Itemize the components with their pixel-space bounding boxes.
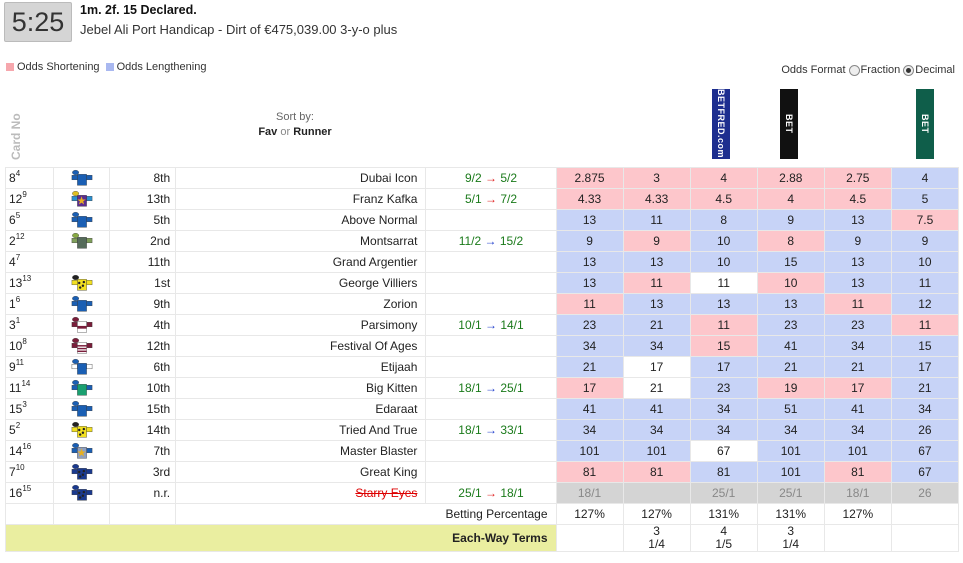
odds-from: 9/2 [464, 171, 482, 185]
jockey-silk-icon [71, 463, 93, 481]
odds-movement [426, 252, 556, 273]
jockey-silk-icon [71, 190, 93, 208]
betting-percentage-row [6, 504, 959, 525]
odds-movement [426, 441, 556, 462]
betting-percentage-value: 127% [824, 504, 891, 525]
odds-cell[interactable]: 23 [757, 315, 824, 336]
card-number: $1^6$ [6, 294, 54, 315]
odds-cell[interactable]: 4.33 [556, 189, 623, 210]
legend-shortening [6, 61, 100, 73]
runner-row[interactable] [6, 315, 959, 336]
odds-cell[interactable]: 2.88 [757, 168, 824, 189]
odds-cell[interactable]: 101 [623, 441, 690, 462]
betmgm-logo-text: BET [784, 114, 794, 134]
odds-cell[interactable]: 4.5 [690, 189, 757, 210]
odds-cell[interactable]: 21 [556, 357, 623, 378]
odds-cell[interactable]: 4.33 [623, 189, 690, 210]
odds-cell[interactable]: 10 [690, 231, 757, 252]
card-number: $9^{11}$ [6, 357, 54, 378]
jockey-silk-icon [71, 295, 93, 313]
odds-cell[interactable]: 81 [623, 462, 690, 483]
odds-cell[interactable]: 13 [623, 294, 690, 315]
card-number: $2^{12}$ [6, 231, 54, 252]
card-number: $11^{14}$ [6, 378, 54, 399]
finish-position: 7th [110, 441, 176, 462]
runner-name[interactable]: Master Blaster [176, 441, 426, 462]
odds-cell[interactable]: 10 [891, 252, 958, 273]
odds-cell[interactable]: 81 [690, 462, 757, 483]
card-number: $16^{15}$ [6, 483, 54, 504]
silk-cell [54, 294, 110, 315]
odds-cell[interactable]: 2.875 [556, 168, 623, 189]
betting-percentage-value [891, 504, 958, 525]
fraction-radio[interactable] [849, 65, 860, 76]
card-no-header: Card No [9, 113, 23, 161]
arrow-right-icon: → [484, 318, 497, 332]
odds-cell[interactable]: 13 [690, 294, 757, 315]
odds-cell[interactable]: 11 [891, 273, 958, 294]
runner-name[interactable]: George Villiers [176, 273, 426, 294]
betting-percentage-value: 127% [623, 504, 690, 525]
runner-row[interactable] [6, 273, 959, 294]
odds-cell[interactable]: 13 [824, 252, 891, 273]
finish-position: 14th [110, 420, 176, 441]
odds-cell[interactable]: 67 [690, 441, 757, 462]
odds-cell[interactable]: 34 [623, 420, 690, 441]
odds-to: 5/2 [500, 171, 517, 185]
silk-cell [54, 378, 110, 399]
silk-cell [54, 252, 110, 273]
silk-cell [54, 336, 110, 357]
card-number: $4^7$ [6, 252, 54, 273]
runner-row[interactable] [6, 168, 959, 189]
odds-format-selector [781, 64, 955, 76]
odds-to: 25/1 [500, 381, 524, 395]
odds-cell[interactable]: 101 [757, 441, 824, 462]
odds-cell[interactable]: 13 [824, 210, 891, 231]
odds-cell[interactable]: 34 [824, 420, 891, 441]
silk-cell [54, 189, 110, 210]
runner-row[interactable] [6, 378, 959, 399]
odds-cell[interactable]: 21 [891, 378, 958, 399]
runner-name[interactable]: Franz Kafka [176, 189, 426, 210]
odds-movement [426, 168, 556, 189]
finish-position: 2nd [110, 231, 176, 252]
silk-cell [54, 441, 110, 462]
10bet-logo-text: BET [920, 114, 930, 134]
odds-cell[interactable]: 18/1 [824, 483, 891, 504]
runner-row[interactable] [6, 441, 959, 462]
decimal-label[interactable]: Decimal [915, 64, 955, 76]
silk-cell [54, 483, 110, 504]
finish-position: 4th [110, 315, 176, 336]
odds-cell[interactable]: 21 [824, 357, 891, 378]
odds-from: 25/1 [458, 486, 482, 500]
odds-from: 18/1 [458, 423, 482, 437]
odds-to: 33/1 [500, 423, 524, 437]
runner-row[interactable] [6, 399, 959, 420]
odds-cell[interactable]: 11 [556, 294, 623, 315]
odds-cell[interactable]: 101 [556, 441, 623, 462]
jockey-silk-icon [71, 316, 93, 334]
odds-cell[interactable]: 13 [623, 252, 690, 273]
fraction-label[interactable]: Fraction [860, 64, 901, 76]
race-title: 1m. 2f. 15 Declared. [80, 3, 197, 17]
each-way-label: Each-Way Terms [6, 525, 557, 552]
betmgm-logo[interactable] [780, 89, 798, 159]
runner-name[interactable]: Dubai Icon [176, 168, 426, 189]
silk-cell [54, 399, 110, 420]
odds-cell[interactable]: 17 [891, 357, 958, 378]
shortening-swatch [6, 63, 14, 71]
odds-cell[interactable]: 41 [623, 399, 690, 420]
betfred-logo[interactable] [712, 89, 730, 159]
runner-name[interactable]: Montsarrat [176, 231, 426, 252]
odds-cell[interactable]: 11 [623, 210, 690, 231]
odds-cell[interactable]: 101 [757, 462, 824, 483]
odds-cell[interactable]: 3 [623, 168, 690, 189]
odds-cell[interactable]: 101 [824, 441, 891, 462]
odds-movement [426, 210, 556, 231]
jockey-silk-icon [71, 484, 93, 502]
odds-movement [426, 462, 556, 483]
odds-cell[interactable]: 21 [757, 357, 824, 378]
card-number: $8^4$ [6, 168, 54, 189]
odds-cell[interactable]: 23 [824, 315, 891, 336]
finish-position: 1st [110, 273, 176, 294]
finish-position: 9th [110, 294, 176, 315]
card-number: $15^3$ [6, 399, 54, 420]
odds-cell[interactable]: 41 [824, 399, 891, 420]
race-header [4, 2, 959, 44]
odds-cell[interactable]: 13 [556, 273, 623, 294]
odds-movement [426, 273, 556, 294]
odds-cell[interactable]: 34 [690, 420, 757, 441]
jockey-silk-icon [71, 337, 93, 355]
arrow-right-icon: → [484, 192, 497, 206]
odds-cell[interactable]: 8 [757, 231, 824, 252]
sort-or: or [280, 126, 291, 138]
odds-cell[interactable]: 21 [623, 315, 690, 336]
silk-cell [54, 357, 110, 378]
odds-cell[interactable]: 2.75 [824, 168, 891, 189]
each-way-terms: 3 1/4 [757, 525, 824, 552]
runner-name[interactable]: Tried And True [176, 420, 426, 441]
odds-cell[interactable]: 23 [690, 378, 757, 399]
odds-cell[interactable]: 81 [824, 462, 891, 483]
odds-movement [426, 231, 556, 252]
odds-from: 5/1 [464, 192, 482, 206]
odds-cell[interactable]: 7.5 [891, 210, 958, 231]
decimal-radio[interactable] [903, 65, 914, 76]
race-time: 5:25 [4, 2, 72, 42]
card-number: $14^{16}$ [6, 441, 54, 462]
odds-cell[interactable]: 11 [824, 294, 891, 315]
card-number: $6^5$ [6, 210, 54, 231]
odds-table-body [6, 168, 959, 552]
finish-position: n.r. [110, 483, 176, 504]
runner-name[interactable]: Etijaah [176, 357, 426, 378]
odds-format-label: Odds Format [781, 64, 846, 76]
odds-cell[interactable]: 10 [757, 273, 824, 294]
odds-cell[interactable]: 34 [690, 399, 757, 420]
odds-cell[interactable]: 13 [556, 210, 623, 231]
sort-runner-link[interactable]: Runner [293, 126, 332, 138]
each-way-terms: 4 1/5 [690, 525, 757, 552]
silk-cell [54, 462, 110, 483]
betting-percentage-value: 131% [757, 504, 824, 525]
odds-cell[interactable]: 4 [690, 168, 757, 189]
runner-name[interactable]: Big Kitten [176, 378, 426, 399]
legend-shortening-label: Odds Shortening [17, 61, 100, 73]
odds-cell[interactable]: 13 [556, 252, 623, 273]
odds-cell[interactable]: 26 [891, 420, 958, 441]
silk-cell [54, 273, 110, 294]
finish-position: 11th [110, 252, 176, 273]
finish-position: 10th [110, 378, 176, 399]
runner-row[interactable] [6, 210, 959, 231]
card-number: $3^1$ [6, 315, 54, 336]
runner-row[interactable] [6, 357, 959, 378]
jockey-silk-icon [71, 379, 93, 397]
runner-name[interactable]: Great King [176, 462, 426, 483]
odds-to: 18/1 [500, 486, 524, 500]
runner-row[interactable] [6, 420, 959, 441]
sort-fav-link[interactable]: Fav [258, 126, 278, 138]
odds-cell[interactable]: 34 [556, 336, 623, 357]
odds-cell[interactable]: 13 [824, 273, 891, 294]
odds-cell[interactable]: 18/1 [556, 483, 623, 504]
silk-cell [54, 231, 110, 252]
finish-position: 6th [110, 357, 176, 378]
odds-cell[interactable]: 51 [757, 399, 824, 420]
odds-cell[interactable]: 19 [757, 378, 824, 399]
runner-name[interactable]: Starry Eyes [176, 483, 426, 504]
arrow-right-icon: → [484, 486, 497, 500]
odds-movement [426, 483, 556, 504]
runner-row[interactable] [6, 231, 959, 252]
finish-position: 5th [110, 210, 176, 231]
10bet-logo[interactable] [916, 89, 934, 159]
odds-cell[interactable]: 17 [824, 378, 891, 399]
odds-cell[interactable]: 17 [690, 357, 757, 378]
odds-cell[interactable]: 81 [556, 462, 623, 483]
jockey-silk-icon [71, 232, 93, 250]
odds-cell[interactable]: 15 [891, 336, 958, 357]
runner-row[interactable] [6, 483, 959, 504]
finish-position: 12th [110, 336, 176, 357]
each-way-terms: 3 1/4 [623, 525, 690, 552]
finish-position: 8th [110, 168, 176, 189]
odds-cell[interactable]: 25/1 [690, 483, 757, 504]
odds-cell[interactable]: 23 [556, 315, 623, 336]
jockey-silk-icon [71, 169, 93, 187]
betting-percentage-value: 131% [690, 504, 757, 525]
odds-cell[interactable]: 12 [891, 294, 958, 315]
odds-cell[interactable]: 34 [623, 336, 690, 357]
odds-cell[interactable]: 15 [690, 336, 757, 357]
odds-cell[interactable]: 67 [891, 441, 958, 462]
race-subtitle: Jebel Ali Port Handicap - Dirt of €475,039.00 3-y-o plus [80, 22, 398, 37]
odds-movement [426, 294, 556, 315]
runner-row[interactable] [6, 189, 959, 210]
odds-movement [426, 189, 556, 210]
legend-lengthening [106, 61, 207, 73]
each-way-row [6, 525, 959, 552]
sort-by-label: Sort by: [276, 111, 314, 123]
odds-cell[interactable]: 9 [757, 210, 824, 231]
odds-movement [426, 336, 556, 357]
odds-movement [426, 420, 556, 441]
card-number: $7^{10}$ [6, 462, 54, 483]
odds-cell[interactable]: 8 [690, 210, 757, 231]
odds-cell[interactable]: 4 [757, 189, 824, 210]
runner-name[interactable]: Grand Argentier [176, 252, 426, 273]
finish-position: 15th [110, 399, 176, 420]
odds-from: 18/1 [458, 381, 482, 395]
runner-row[interactable] [6, 462, 959, 483]
odds-from: 10/1 [458, 318, 482, 332]
arrow-right-icon: → [484, 381, 497, 395]
jockey-silk-icon [71, 442, 93, 460]
odds-cell[interactable] [623, 483, 690, 504]
odds-to: 7/2 [500, 192, 517, 206]
odds-movement [426, 378, 556, 399]
odds-cell[interactable]: 11 [623, 273, 690, 294]
odds-cell[interactable]: 34 [891, 399, 958, 420]
runner-name[interactable]: Edaraat [176, 399, 426, 420]
odds-cell[interactable]: 67 [891, 462, 958, 483]
odds-cell[interactable]: 25/1 [757, 483, 824, 504]
odds-to: 15/2 [499, 234, 524, 248]
odds-cell[interactable]: 34 [757, 420, 824, 441]
odds-cell[interactable]: 5 [891, 189, 958, 210]
card-number: $13^{13}$ [6, 273, 54, 294]
odds-cell[interactable]: 17 [623, 357, 690, 378]
odds-cell[interactable]: 9 [891, 231, 958, 252]
odds-cell[interactable]: 11 [891, 315, 958, 336]
runner-name[interactable]: Parsimony [176, 315, 426, 336]
each-way-terms [824, 525, 891, 552]
silk-cell [54, 420, 110, 441]
odds-cell[interactable]: 21 [623, 378, 690, 399]
odds-cell[interactable]: 11 [690, 315, 757, 336]
odds-cell[interactable]: 41 [556, 399, 623, 420]
runner-name[interactable]: Above Normal [176, 210, 426, 231]
finish-position: 3rd [110, 462, 176, 483]
odds-movement [426, 357, 556, 378]
odds-cell[interactable]: 9 [556, 231, 623, 252]
silk-cell [54, 168, 110, 189]
odds-cell[interactable]: 9 [623, 231, 690, 252]
odds-movement [426, 315, 556, 336]
odds-cell[interactable]: 4.5 [824, 189, 891, 210]
betting-percentage-value: 127% [556, 504, 623, 525]
each-way-terms [891, 525, 958, 552]
odds-cell[interactable]: 15 [757, 252, 824, 273]
card-number: $5^2$ [6, 420, 54, 441]
betfred-logo-text: BETFRED.com [716, 89, 726, 159]
odds-to: 14/1 [500, 318, 524, 332]
arrow-right-icon: → [484, 423, 497, 437]
runner-row[interactable] [6, 294, 959, 315]
jockey-silk-icon [71, 274, 93, 292]
silk-cell [54, 210, 110, 231]
jockey-silk-icon [71, 421, 93, 439]
odds-cell[interactable]: 9 [824, 231, 891, 252]
runner-row[interactable] [6, 252, 959, 273]
runner-name[interactable]: Zorion [176, 294, 426, 315]
each-way-terms [556, 525, 623, 552]
sort-by [200, 110, 390, 140]
legend-lengthening-label: Odds Lengthening [116, 61, 207, 73]
jockey-silk-icon [71, 400, 93, 418]
odds-table [5, 167, 959, 552]
betting-percentage-label: Betting Percentage [176, 504, 556, 525]
card-number: $10^8$ [6, 336, 54, 357]
odds-movement [426, 399, 556, 420]
odds-from: 11/2 [458, 234, 482, 248]
odds-cell[interactable]: 11 [690, 273, 757, 294]
odds-cell[interactable]: 17 [556, 378, 623, 399]
finish-position: 13th [110, 189, 176, 210]
arrow-right-icon: → [484, 234, 497, 248]
jockey-silk-icon [71, 211, 93, 229]
odds-cell[interactable]: 34 [824, 336, 891, 357]
card-number: $12^9$ [6, 189, 54, 210]
runner-name[interactable]: Festival Of Ages [176, 336, 426, 357]
odds-cell[interactable]: 26 [891, 483, 958, 504]
odds-cell[interactable]: 41 [757, 336, 824, 357]
odds-cell[interactable]: 34 [556, 420, 623, 441]
jockey-silk-icon [71, 358, 93, 376]
runner-row[interactable] [6, 336, 959, 357]
arrow-right-icon: → [484, 171, 497, 185]
odds-legend [6, 61, 212, 73]
odds-cell[interactable]: 13 [757, 294, 824, 315]
lengthening-swatch [106, 63, 114, 71]
odds-cell[interactable]: 10 [690, 252, 757, 273]
silk-cell [54, 315, 110, 336]
odds-cell[interactable]: 4 [891, 168, 958, 189]
